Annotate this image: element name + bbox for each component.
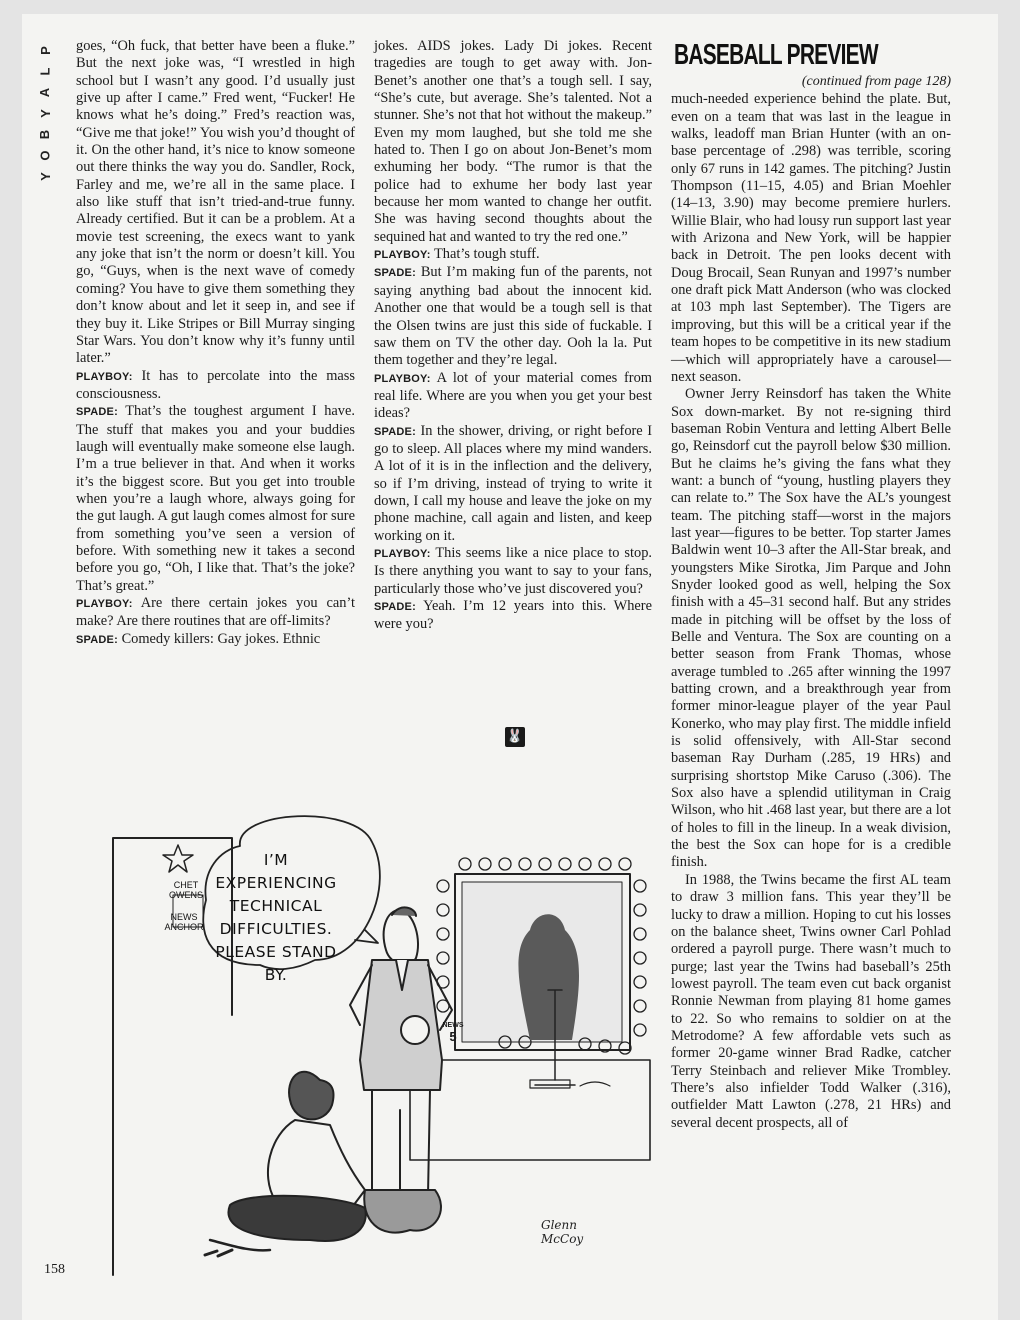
speech-line: TECHNICAL — [229, 897, 323, 915]
news-5-badge — [438, 1022, 468, 1043]
running-title-letter: B — [37, 129, 53, 140]
news-anchor — [384, 910, 418, 965]
body-paragraph — [671, 91, 951, 386]
baseball-preview-column — [671, 40, 951, 1132]
speaker-label: PLAYBOY: — [374, 372, 431, 385]
running-title-letter: O — [37, 150, 53, 161]
qa-paragraph — [374, 370, 652, 423]
speaker-label: PLAYBOY: — [76, 598, 133, 610]
paragraph-text: jokes. AIDS jokes. Lady Di jokes. Recent tragedies are tough to get away with. Jon-Benet’s another one that’s a tough sell. I say, “She’s cute, but average. She’s talented. Not a stunner. She’s not that hot without the makeup.” Even my mom laughed, but she told me she hated to. Then I go on about Jon-Benet’s mom exhuming her body. “The rumor is that the police had to exhume her body last year because her mom wanted to change her outfit. She was having second thoughts about the sequined hat and wanted to try the red one.” — [374, 38, 652, 245]
running-title-letter: Y — [37, 172, 53, 181]
end-mark-rabbit-icon: 🐰 — [505, 727, 525, 747]
door-title-plate — [162, 912, 206, 932]
paragraph-text: goes, “Oh fuck, that better have been a fluke.” But the next joke was, “I wrestled in high school but I wasn’t any good. I’d usually just give up after I came.” Fred went, “Fucker! He knows what he’s doing.” Fred’s reaction was, “Give me that joke!” You wish you’d thought of it. On the other hand, it’s nice to know someone out there thinks the way you do. Sandler, Rock, Farley and me, we’re all in the same place. I also like stuff that isn’t tried-and-true funny. Already certified. But it can be a problem. At a movie test screening, the execs want to yank any joke that isn’t the norm or doesn’t kill. You go, “Guys, when is the next wave of comedy coming? You have to give them something they don’t know about and let it seep in, and see if they buy it. Like Stripes or Bill Murray singing Star Wars. You don’t know why it’s funny until later.” — [76, 38, 355, 367]
running-title-letter: L — [37, 67, 53, 76]
running-title — [34, 40, 56, 187]
interview-column-2 — [374, 38, 652, 634]
sidebar-title: BASEBALL PREVIEW — [674, 39, 878, 71]
paragraph-text: That’s tough stuff. — [433, 246, 540, 263]
star-icon — [163, 845, 193, 872]
interview-column-1 — [76, 38, 355, 649]
qa-paragraph — [374, 598, 652, 634]
speaker-label: SPADE: — [374, 267, 416, 280]
badge-number: 5 — [449, 1029, 457, 1044]
titleplate-line: ANCHOR — [164, 922, 204, 932]
titleplate-line: NEWS — [170, 912, 198, 922]
paragraph-text: This seems like a nice place to stop. Is there anything you want to say to your fans, particularly those who’ve just discovered you? — [374, 544, 652, 597]
speech-line: BY. — [264, 966, 288, 984]
paragraph-text: much-needed experience behind the plate. But, even on a team that was last in the league in walks, leadoff man Brian Hunter (with an on-base percentage of .298) was terrible, scoring only 67 runs in 142 games. The pitching? Justin Thompson (11–15, 4.05) and Brian Moehler (14–13, 3.90) may become premiere hurlers. Willie Blair, who had lousy run support last year with Arizona and New York, will be happier back in Detroit. The pen looks decent with Doug Brocail, Sean Runyan and 1997’s number one draft pick Matt Anderson (who was clocked at 103 mph last September). The Tigers are improving, but this will be a critical year if the team hopes to be competitive in its new stadium—which will appropriately have a carousel—next season. — [671, 91, 951, 385]
nameplate-line: OWENS — [168, 890, 203, 900]
paragraph-text: Owner Jerry Reinsdorf has taken the White Sox down-market. By not re-signing third baseman Robin Ventura and letting Albert Belle go, Reinsdorf cut the payroll below $30 million. But he claims he’s giving the fans what they want: a bunch of “young, hustling players they can relate to.” The Sox have the AL’s youngest team. The pitching staff—worst in the majors last year—figures to be better. Top starter James Baldwin went 10–3 after the All-Star break, and youngsters Mike Sirotka, Jim Parque and John Snyder looked good as well, helping the Sox finish with a 45–31 second half. But any strides made in pitching will be offset by the loss of Belle and Ventura. The Sox are counting on a better season from Frank Thomas, whose average tumbled to .265 after winning the 1997 batting crown, and a breakthrough year from former minor-league player of the year Paul Konerko, who may play first. The middle infield is solid offensively, with All-Star second baseman Ray Durham (.285, 19 HRs) and surprising shortstop Mike Caruso (.306). The Sox also have a splendid utilityman in Craig Wilson, who hit .468 last year, but there are a lot of holes to fill in the lineup. In a weak division, the best the Sox can hope for is a credible finish. — [671, 386, 951, 871]
speech-bubble-text — [201, 849, 351, 987]
cartoonist-signature — [541, 1218, 583, 1246]
makeup-artist — [289, 1072, 333, 1120]
body-paragraph — [76, 38, 355, 368]
qa-paragraph — [76, 403, 355, 595]
paragraph-text: Yeah. I’m 12 years into this. Where were you? — [374, 598, 652, 633]
qa-paragraph — [374, 545, 652, 598]
qa-paragraph — [76, 595, 355, 631]
qa-paragraph — [76, 368, 355, 404]
running-title-letter: P — [37, 46, 53, 55]
paragraph-text: That’s the toughest argument I have. The stuff that makes you and your buddies laugh will eventually make someone else laugh. I’m a true believer in that. And when it works it’s the biggest score. But you get into trouble when you’re a laugh whore, always going for the gut laugh. A gut laugh comes almost for sure from something you’ve seen a version of before. With something new it takes a second before you go, “Oh, I like that. That’s the joke? That’s great.” — [76, 403, 355, 594]
counter — [410, 1060, 650, 1160]
nameplate-line: CHET — [173, 880, 199, 890]
qa-paragraph — [76, 631, 355, 649]
qa-paragraph — [374, 264, 652, 369]
door-nameplate — [164, 880, 208, 900]
badge-label: NEWS — [442, 1022, 464, 1029]
paragraph-text: Comedy killers: Gay jokes. Ethnic — [121, 630, 321, 647]
paragraph-text: In 1988, the Twins became the first AL team to draw 3 million fans. This year they’ll be lucky to draw a million. Hoping to cut his losses on the balance sheet, Twins owner Carl Pohlad ordered a payroll purge. There wasn’t much to purge; last year the Twins had baseball’s 25th lowest payroll. The team even cut back organist Ronnie Newman from playing 81 home games to 22. So who remains to soldier on at the Metrodome? A few affordable vets such as former 20-game winner Brad Radke, catcher Terry Steinbach and reliever Mike Trombley. There’s also infielder Todd Walker (.316), outfielder Matt Lawton (.278, 21 HRs) and several decent prospects, all of — [671, 871, 951, 1131]
speaker-label: SPADE: — [76, 633, 118, 646]
body-paragraph — [374, 38, 652, 246]
speech-line: DIFFICULTIES. — [219, 920, 333, 938]
running-title-letter: A — [37, 87, 53, 98]
sidebar-body — [671, 91, 951, 1132]
speaker-label: PLAYBOY: — [76, 370, 133, 383]
signature-line: McCoy — [541, 1232, 584, 1246]
body-paragraph — [671, 386, 951, 872]
paragraph-text: It has to percolate into the mass consciousness. — [76, 367, 355, 402]
speaker-label: SPADE: — [374, 601, 416, 613]
running-title-letter: Y — [37, 109, 53, 118]
speech-line: I’M — [263, 851, 289, 869]
paragraph-text: A lot of your material comes from real life. Where are you when you get your best ideas? — [374, 369, 652, 422]
speaker-label: PLAYBOY: — [374, 547, 431, 560]
qa-paragraph — [374, 423, 652, 545]
paragraph-text: In the shower, driving, or right before I go to sleep. All places where my mind wanders. A lot of it is in the inflection and the delivery, so if I’m driving, instead of trying to write it down, I call my house and leave the joke on my phone machine, call again and listen, and keep working on it. — [374, 422, 652, 544]
paragraph-text: But I’m making fun of the parents, not saying anything bad about the innocent kid. Another one that would be a tough sell is that the Olsen twins are just this side of fuckable. I saw them on TV the other day. Ooh la la. Put them together and they’re legal. — [374, 264, 652, 369]
qa-paragraph — [374, 246, 652, 264]
signature-line: Glenn — [541, 1218, 577, 1232]
page-number: 158 — [44, 1262, 65, 1277]
speaker-label: SPADE: — [76, 406, 118, 419]
speaker-label: SPADE: — [374, 425, 416, 438]
paragraph-text: Are there certain jokes you can’t make? Are there routines that are off-limits? — [76, 595, 355, 630]
speech-line: PLEASE STAND — [215, 943, 337, 961]
cartoon-illustration — [110, 790, 655, 1280]
continued-note: (continued from page 128) — [801, 74, 951, 89]
body-paragraph — [671, 872, 951, 1132]
speaker-label: PLAYBOY: — [374, 249, 431, 262]
speech-line: EXPERIENCING — [215, 874, 337, 892]
